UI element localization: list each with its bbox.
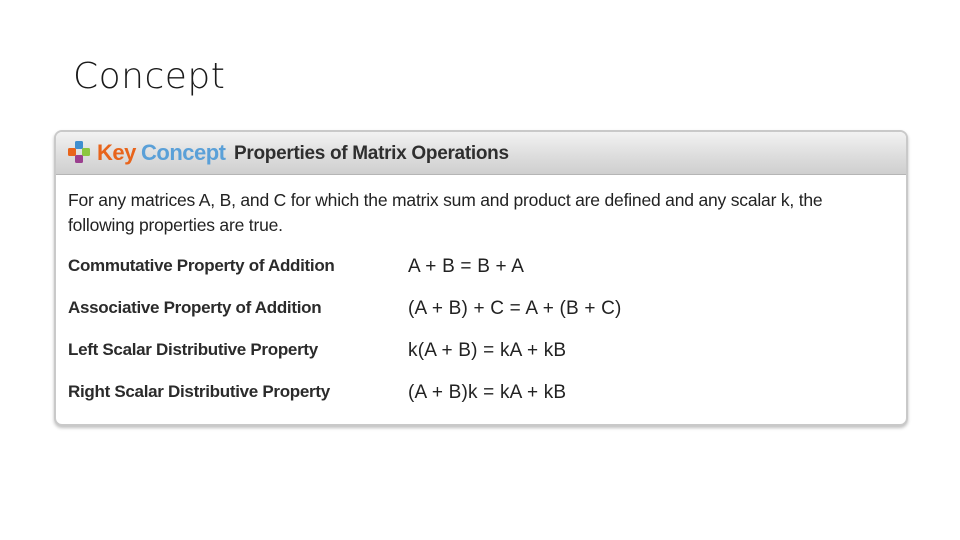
key-concept-box: [54, 130, 908, 426]
intro-text: For any matrices A, B, and C for which the matrix sum and product are defined and any scalar k, the following properties are true.: [68, 190, 823, 235]
brand-concept: Concept: [141, 140, 226, 165]
property-name: Commutative Property of Addition: [68, 256, 335, 275]
slide-title: Concept: [73, 56, 226, 97]
key-concept-heading: Properties of Matrix Operations: [234, 143, 509, 164]
key-concept-logo-icon: [66, 139, 92, 165]
property-name: Right Scalar Distributive Property: [68, 382, 330, 401]
property-name: Left Scalar Distributive Property: [68, 340, 318, 359]
property-formula: (A + B) + C = A + (B + C): [408, 298, 622, 319]
property-formula: A + B = B + A: [408, 256, 525, 277]
property-formula: (A + B)k = kA + kB: [408, 382, 567, 403]
brand-key: Key: [97, 140, 136, 165]
property-formula: k(A + B) = kA + kB: [408, 340, 567, 361]
property-name: Associative Property of Addition: [68, 298, 322, 317]
key-concept-header: [56, 132, 906, 175]
